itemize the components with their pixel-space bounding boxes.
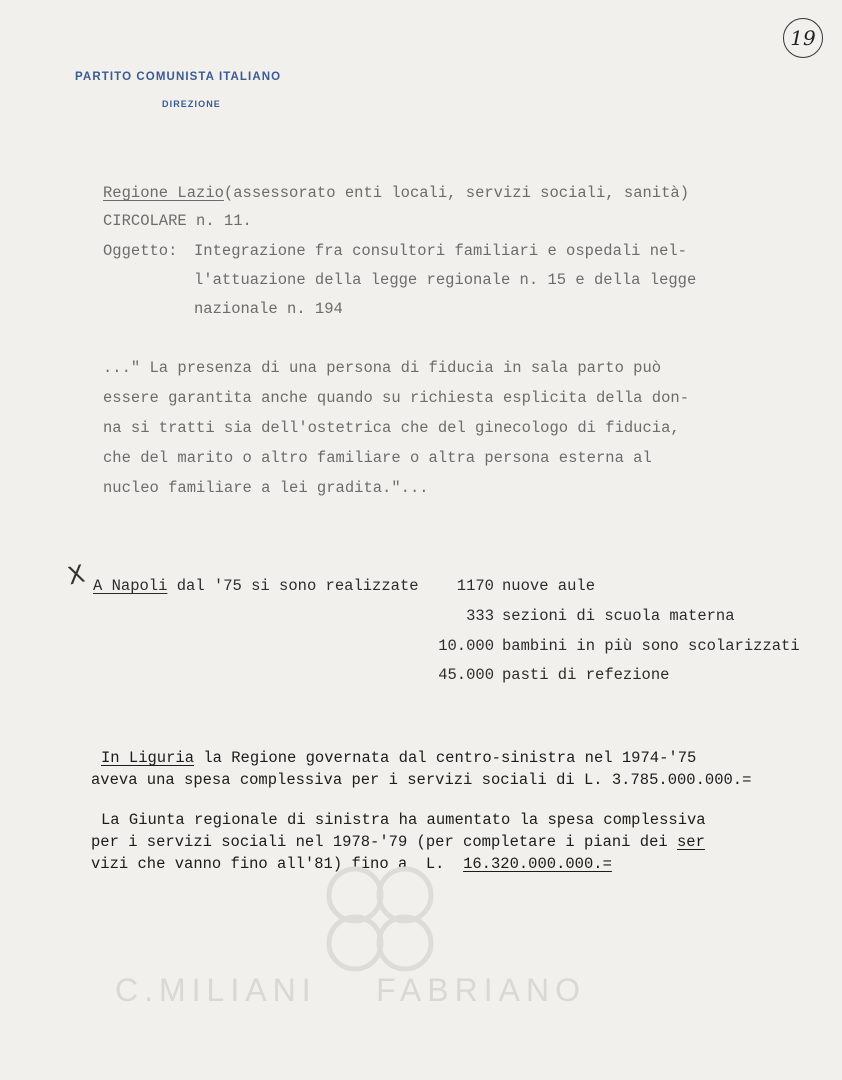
liguria-line4-ser: ser	[677, 833, 705, 851]
page-number: 19	[783, 18, 823, 58]
letterhead-dept: DIREZIONE	[162, 99, 221, 109]
liguria-line1-rest: la Regione governata dal centro-sinistra nel 1974-'75	[194, 749, 697, 767]
liguria-amount: 16.320.000.000.=	[463, 855, 612, 873]
napoli-place: A Napoli	[93, 577, 168, 595]
lazio-source-line	[103, 184, 689, 202]
lazio-oggetto-line: l'attuazione della legge regionale n. 15 e della legge	[194, 271, 697, 289]
napoli-text: sezioni di scuola materna	[502, 607, 735, 625]
liguria-line-3: La Giunta regionale di sinistra ha aumentato la spesa complessiva	[101, 811, 706, 829]
napoli-value: 1170	[456, 577, 494, 595]
napoli-value: 45.000	[438, 666, 494, 684]
napoli-text: pasti di refezione	[502, 666, 670, 684]
letterhead-org: PARTITO COMUNISTA ITALIANO	[75, 71, 282, 83]
lazio-quote-line: na si tratti sia dell'ostetrica che del ginecologo di fiducia,	[103, 419, 680, 437]
lazio-oggetto-line: Integrazione fra consultori familiari e ospedali nel-	[194, 242, 687, 260]
napoli-intro: dal '75 si sono realizzate	[167, 577, 419, 595]
watermark-clover-icon	[300, 855, 470, 985]
lazio-source-rest: (assessorato enti locali, servizi sociali, sanità)	[223, 184, 689, 202]
liguria-line4-text: per i servizi sociali nel 1978-'79 (per completare i piani dei	[91, 833, 677, 851]
liguria-line-2: aveva una spesa complessiva per i servizi sociali di L. 3.785.000.000.=	[91, 771, 752, 789]
paper-watermark: C.MILIANI FABRIANO	[115, 972, 586, 1008]
handwritten-x-mark: X	[65, 559, 88, 591]
liguria-place: In Liguria	[101, 749, 195, 767]
napoli-text: bambini in più sono scolarizzati	[502, 637, 800, 655]
liguria-line-4	[91, 833, 705, 851]
lazio-oggetto-label: Oggetto:	[103, 242, 178, 260]
napoli-text: nuove aule	[502, 577, 596, 595]
lazio-source: Regione Lazio	[103, 184, 224, 202]
lazio-circolare: CIRCOLARE n. 11.	[103, 212, 252, 230]
lazio-quote-line: ..." La presenza di una persona di fiducia in sala parto può	[103, 359, 662, 377]
napoli-value: 333	[466, 607, 494, 625]
liguria-line5-text: vizi che vanno fino all'81) fino a L.	[91, 855, 464, 873]
lazio-quote-line: nucleo familiare a lei gradita."...	[103, 479, 429, 497]
lazio-quote-line: che del marito o altro familiare o altra persona esterna al	[103, 449, 652, 467]
lazio-quote-line: essere garantita anche quando su richiesta esplicita della don-	[103, 389, 689, 407]
napoli-value: 10.000	[438, 637, 494, 655]
lazio-oggetto-line: nazionale n. 194	[194, 300, 343, 318]
liguria-line-1	[101, 749, 696, 767]
